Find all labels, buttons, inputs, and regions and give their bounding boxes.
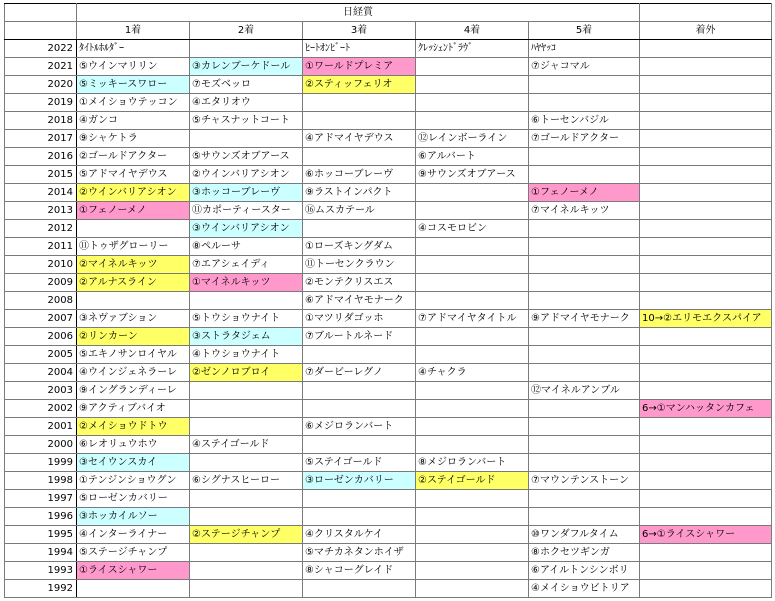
result-cell[interactable] <box>529 220 640 238</box>
header-out[interactable]: 着外 <box>640 22 772 40</box>
result-cell[interactable] <box>416 346 529 364</box>
result-cell[interactable]: ⑦モズベッロ <box>190 76 303 94</box>
result-cell[interactable]: ⑪カポーティースター <box>190 202 303 220</box>
year-cell[interactable]: 2011 <box>5 238 77 256</box>
header-4th[interactable]: 4着 <box>416 22 529 40</box>
result-cell[interactable]: 10→②エリモエクスパイア <box>640 310 772 328</box>
result-cell[interactable]: ⑯ムスカテール <box>303 202 416 220</box>
result-cell[interactable] <box>529 490 640 508</box>
year-cell[interactable]: 2003 <box>5 382 77 400</box>
result-cell[interactable]: ｸﾚｯｼｪﾝﾄﾞﾗｳﾞ <box>416 40 529 58</box>
result-cell[interactable] <box>640 58 772 76</box>
result-cell[interactable]: ③ホッコーブレーヴ <box>190 184 303 202</box>
result-cell[interactable] <box>640 454 772 472</box>
result-cell[interactable]: ﾀｲﾄﾙﾎﾙﾀﾞｰ <box>77 40 190 58</box>
year-cell[interactable]: 2004 <box>5 364 77 382</box>
table-row <box>5 418 772 436</box>
result-cell[interactable]: ③ストラタジェム <box>190 328 303 346</box>
table-row <box>5 202 772 220</box>
result-cell[interactable] <box>529 76 640 94</box>
result-cell[interactable] <box>416 562 529 580</box>
result-cell[interactable] <box>529 256 640 274</box>
result-cell[interactable] <box>416 112 529 130</box>
result-cell[interactable] <box>416 400 529 418</box>
table-row <box>5 112 772 130</box>
year-cell[interactable]: 2020 <box>5 76 77 94</box>
table-row <box>5 94 772 112</box>
result-cell[interactable] <box>640 364 772 382</box>
result-cell[interactable] <box>416 76 529 94</box>
result-cell[interactable]: ⑥アイルトンシンボリ <box>529 562 640 580</box>
result-cell[interactable]: ④ガンコ <box>77 112 190 130</box>
result-cell[interactable] <box>416 508 529 526</box>
result-cell[interactable] <box>416 418 529 436</box>
result-cell[interactable] <box>190 454 303 472</box>
year-cell[interactable]: 1996 <box>5 508 77 526</box>
result-cell[interactable] <box>190 544 303 562</box>
result-cell[interactable]: ⑨シャケトラ <box>77 130 190 148</box>
result-cell[interactable]: ⑥シグナスヒーロー <box>190 472 303 490</box>
result-cell[interactable] <box>416 526 529 544</box>
result-cell[interactable]: ④インターライナー <box>77 526 190 544</box>
year-cell[interactable]: 2013 <box>5 202 77 220</box>
table-row <box>5 166 772 184</box>
result-cell[interactable] <box>416 202 529 220</box>
result-cell[interactable] <box>190 130 303 148</box>
result-cell[interactable]: ⑥ホッコーブレーヴ <box>303 166 416 184</box>
result-cell[interactable]: ④トウショウナイト <box>190 346 303 364</box>
header-5th[interactable]: 5着 <box>529 22 640 40</box>
result-cell[interactable] <box>529 400 640 418</box>
race-title[interactable]: 日経賞 <box>77 4 640 22</box>
result-cell[interactable] <box>640 292 772 310</box>
result-cell[interactable]: ⑪トーセンクラウン <box>303 256 416 274</box>
result-cell[interactable]: ⑨アドマイヤモナーク <box>529 310 640 328</box>
result-cell[interactable] <box>529 274 640 292</box>
table-row <box>5 472 772 490</box>
result-cell[interactable] <box>640 202 772 220</box>
result-cell[interactable] <box>416 544 529 562</box>
result-cell[interactable] <box>303 400 416 418</box>
result-cell[interactable]: ③ウインバリアシオン <box>190 220 303 238</box>
result-cell[interactable]: ﾊﾔﾔｯｺ <box>529 40 640 58</box>
year-cell[interactable]: 2016 <box>5 148 77 166</box>
result-cell[interactable]: ①フェノーメノ <box>77 202 190 220</box>
result-cell[interactable] <box>529 148 640 166</box>
year-cell[interactable]: 2014 <box>5 184 77 202</box>
result-cell[interactable] <box>640 166 772 184</box>
result-cell[interactable] <box>190 292 303 310</box>
result-cell[interactable] <box>640 76 772 94</box>
result-cell[interactable]: ③ローゼンカバリー <box>303 472 416 490</box>
results-body <box>5 4 772 598</box>
result-cell[interactable]: ①マツリダゴッホ <box>303 310 416 328</box>
result-cell[interactable] <box>416 184 529 202</box>
result-cell[interactable]: ②ウインバリアシオン <box>77 184 190 202</box>
result-cell[interactable] <box>190 580 303 598</box>
result-cell[interactable] <box>416 580 529 598</box>
year-cell[interactable]: 2018 <box>5 112 77 130</box>
result-cell[interactable]: ⑩ワンダフルタイム <box>529 526 640 544</box>
result-cell[interactable]: ⑦アドマイヤタイトル <box>416 310 529 328</box>
result-cell[interactable]: ①ローズキングダム <box>303 238 416 256</box>
table-row <box>5 292 772 310</box>
result-cell[interactable]: ②ゼンノロブロイ <box>190 364 303 382</box>
title-row <box>5 4 772 22</box>
table-row <box>5 238 772 256</box>
year-cell[interactable]: 1998 <box>5 472 77 490</box>
result-cell[interactable]: ⑤ステイゴールド <box>303 454 416 472</box>
result-cell[interactable]: ⑤ウインマリリン <box>77 58 190 76</box>
result-cell[interactable]: ②ステージチャンプ <box>190 526 303 544</box>
result-cell[interactable]: ②リンカーン <box>77 328 190 346</box>
table-row <box>5 526 772 544</box>
result-cell[interactable]: ③セイウンスカイ <box>77 454 190 472</box>
year-cell[interactable]: 2015 <box>5 166 77 184</box>
result-cell[interactable]: ②マイネルキッツ <box>77 256 190 274</box>
result-cell[interactable] <box>190 508 303 526</box>
result-cell[interactable] <box>529 292 640 310</box>
result-cell[interactable]: ⑦エアシェイディ <box>190 256 303 274</box>
result-cell[interactable] <box>640 490 772 508</box>
table-row <box>5 148 772 166</box>
result-cell[interactable] <box>416 58 529 76</box>
result-cell[interactable] <box>303 490 416 508</box>
result-cell[interactable]: ⑤エキノサンロイヤル <box>77 346 190 364</box>
result-cell[interactable] <box>640 256 772 274</box>
result-cell[interactable]: ⑦ダービーレグノ <box>303 364 416 382</box>
result-cell[interactable]: ①メイショウテッコン <box>77 94 190 112</box>
result-cell[interactable] <box>303 580 416 598</box>
year-cell[interactable]: 1995 <box>5 526 77 544</box>
result-cell[interactable]: ⑦ジャコマル <box>529 58 640 76</box>
result-cell[interactable] <box>190 490 303 508</box>
result-cell[interactable] <box>529 346 640 364</box>
table-row <box>5 310 772 328</box>
result-cell[interactable]: ②ステイゴールド <box>416 472 529 490</box>
result-cell[interactable] <box>529 436 640 454</box>
result-cell[interactable]: ④ウインジェネラーレ <box>77 364 190 382</box>
header-row <box>5 22 772 40</box>
result-cell[interactable] <box>416 238 529 256</box>
result-cell[interactable]: ④アドマイヤデウス <box>303 130 416 148</box>
result-cell[interactable] <box>640 328 772 346</box>
result-cell[interactable]: ②スティッフェリオ <box>303 76 416 94</box>
result-cell[interactable]: ⑧シャコーグレイド <box>303 562 416 580</box>
table-row <box>5 580 772 598</box>
result-cell[interactable] <box>640 544 772 562</box>
result-cell[interactable] <box>303 148 416 166</box>
result-cell[interactable]: ⑤マチカネタンホイザ <box>303 544 416 562</box>
result-cell[interactable] <box>303 94 416 112</box>
result-cell[interactable] <box>190 400 303 418</box>
table-row <box>5 364 772 382</box>
result-cell[interactable]: ⑥アドマイヤモナーク <box>303 292 416 310</box>
result-cell[interactable] <box>640 94 772 112</box>
result-cell[interactable]: ⑤アドマイヤデウス <box>77 166 190 184</box>
result-cell[interactable] <box>529 508 640 526</box>
result-cell[interactable]: ⑥レオリュウホウ <box>77 436 190 454</box>
result-cell[interactable]: ⑫マイネルアンブル <box>529 382 640 400</box>
results-table <box>4 3 772 598</box>
year-cell[interactable]: 2022 <box>5 40 77 58</box>
result-cell[interactable] <box>416 328 529 346</box>
table-row <box>5 130 772 148</box>
year-cell[interactable]: 2008 <box>5 292 77 310</box>
result-cell[interactable] <box>640 436 772 454</box>
year-cell[interactable]: 2009 <box>5 274 77 292</box>
result-cell[interactable]: ⑤チャスナットコート <box>190 112 303 130</box>
year-cell[interactable]: 2010 <box>5 256 77 274</box>
table-row <box>5 346 772 364</box>
result-cell[interactable]: ⑥メジロランバート <box>303 418 416 436</box>
result-cell[interactable] <box>529 328 640 346</box>
result-cell[interactable]: ⑦マウンテンストーン <box>529 472 640 490</box>
table-row <box>5 40 772 58</box>
corner-cell[interactable] <box>5 4 77 22</box>
result-cell[interactable] <box>190 562 303 580</box>
table-row <box>5 58 772 76</box>
result-cell[interactable] <box>640 346 772 364</box>
result-cell[interactable] <box>640 508 772 526</box>
result-cell[interactable]: ⑥トーセンバジル <box>529 112 640 130</box>
year-cell[interactable]: 2006 <box>5 328 77 346</box>
result-cell[interactable] <box>640 220 772 238</box>
year-cell[interactable]: 2002 <box>5 400 77 418</box>
year-cell[interactable]: 2005 <box>5 346 77 364</box>
result-cell[interactable]: ④ステイゴールド <box>190 436 303 454</box>
result-cell[interactable]: ①マイネルキッツ <box>190 274 303 292</box>
result-cell[interactable]: ﾋｰﾄｵﾝﾋﾞｰﾄ <box>303 40 416 58</box>
result-cell[interactable]: ⑦ブルートルネード <box>303 328 416 346</box>
table-row <box>5 400 772 418</box>
result-cell[interactable] <box>303 112 416 130</box>
result-cell[interactable]: ①ワールドプレミア <box>303 58 416 76</box>
result-cell[interactable] <box>416 256 529 274</box>
result-cell[interactable]: ①テンジンショウグン <box>77 472 190 490</box>
result-cell[interactable]: ①フェノーメノ <box>529 184 640 202</box>
result-cell[interactable] <box>640 580 772 598</box>
result-cell[interactable] <box>640 562 772 580</box>
result-cell[interactable]: ⑤サウンズオブアース <box>190 148 303 166</box>
year-cell[interactable]: 1997 <box>5 490 77 508</box>
result-cell[interactable]: ⑪トゥザグローリー <box>77 238 190 256</box>
result-cell[interactable]: ⑦マイネルキッツ <box>529 202 640 220</box>
result-cell[interactable]: ⑨サウンズオブアース <box>416 166 529 184</box>
result-cell[interactable] <box>416 94 529 112</box>
result-cell[interactable]: ①ライスシャワー <box>77 562 190 580</box>
table-row <box>5 508 772 526</box>
year-cell[interactable]: 1992 <box>5 580 77 598</box>
result-cell[interactable] <box>640 418 772 436</box>
result-cell[interactable] <box>529 454 640 472</box>
result-cell[interactable] <box>416 292 529 310</box>
result-cell[interactable]: ⑨ラストインパクト <box>303 184 416 202</box>
result-cell[interactable]: ⑤トウショウナイト <box>190 310 303 328</box>
result-cell[interactable] <box>640 382 772 400</box>
result-cell[interactable] <box>303 382 416 400</box>
header-year-cell[interactable] <box>5 22 77 40</box>
result-cell[interactable]: ⑧ホクセツギンガ <box>529 544 640 562</box>
result-cell[interactable] <box>190 40 303 58</box>
result-cell[interactable]: ⑨アクティブバイオ <box>77 400 190 418</box>
result-cell[interactable] <box>640 184 772 202</box>
year-cell[interactable]: 2000 <box>5 436 77 454</box>
result-cell[interactable] <box>416 436 529 454</box>
year-cell[interactable]: 2007 <box>5 310 77 328</box>
result-cell[interactable] <box>416 382 529 400</box>
year-cell[interactable]: 2012 <box>5 220 77 238</box>
table-row <box>5 382 772 400</box>
result-cell[interactable]: ⑨イングランディーレ <box>77 382 190 400</box>
result-cell[interactable] <box>529 364 640 382</box>
result-cell[interactable] <box>77 292 190 310</box>
title-blank-cell[interactable] <box>640 4 772 22</box>
result-cell[interactable] <box>640 274 772 292</box>
table-row <box>5 436 772 454</box>
result-cell[interactable]: ⑤ステージチャンプ <box>77 544 190 562</box>
result-cell[interactable] <box>416 274 529 292</box>
result-cell[interactable]: ②メイショウドトウ <box>77 418 190 436</box>
result-cell[interactable] <box>529 94 640 112</box>
result-cell[interactable] <box>77 220 190 238</box>
result-cell[interactable] <box>303 220 416 238</box>
table-row <box>5 256 772 274</box>
result-cell[interactable] <box>77 580 190 598</box>
result-cell[interactable]: ⑧メジロランバート <box>416 454 529 472</box>
table-row <box>5 220 772 238</box>
header-2nd[interactable]: 2着 <box>190 22 303 40</box>
result-cell[interactable] <box>529 418 640 436</box>
result-cell[interactable]: ③ネヴァブション <box>77 310 190 328</box>
result-cell[interactable]: ②モンテクリスエス <box>303 274 416 292</box>
result-cell[interactable] <box>640 472 772 490</box>
result-cell[interactable] <box>303 508 416 526</box>
result-cell[interactable]: ③カレンブーケドール <box>190 58 303 76</box>
result-cell[interactable]: ②ウインバリアシオン <box>190 166 303 184</box>
result-cell[interactable] <box>303 436 416 454</box>
year-cell[interactable]: 2019 <box>5 94 77 112</box>
table-row <box>5 274 772 292</box>
result-cell[interactable] <box>640 148 772 166</box>
table-row <box>5 76 772 94</box>
result-cell[interactable] <box>190 418 303 436</box>
result-cell[interactable]: ④コスモロビン <box>416 220 529 238</box>
result-cell[interactable]: ⑫レインボーライン <box>416 130 529 148</box>
result-cell[interactable] <box>640 238 772 256</box>
result-cell[interactable]: ④クリスタルケイ <box>303 526 416 544</box>
year-cell[interactable]: 1993 <box>5 562 77 580</box>
year-cell[interactable]: 2021 <box>5 58 77 76</box>
result-cell[interactable] <box>303 346 416 364</box>
result-cell[interactable]: 6→①マンハッタンカフェ <box>640 400 772 418</box>
result-cell[interactable] <box>529 238 640 256</box>
table-row <box>5 328 772 346</box>
table-row <box>5 544 772 562</box>
header-1st[interactable]: 1着 <box>77 22 190 40</box>
result-cell[interactable] <box>416 490 529 508</box>
result-cell[interactable]: ⑦ゴールドアクター <box>529 130 640 148</box>
year-cell[interactable]: 2001 <box>5 418 77 436</box>
result-cell[interactable]: 6→①ライスシャワー <box>640 526 772 544</box>
year-cell[interactable]: 1994 <box>5 544 77 562</box>
table-row <box>5 562 772 580</box>
result-cell[interactable] <box>529 166 640 184</box>
result-cell[interactable] <box>640 112 772 130</box>
table-row <box>5 490 772 508</box>
result-cell[interactable]: ⑤ローゼンカバリー <box>77 490 190 508</box>
result-cell[interactable]: ⑧ペルーサ <box>190 238 303 256</box>
table-row <box>5 184 772 202</box>
result-cell[interactable] <box>190 382 303 400</box>
result-cell[interactable]: ⑤ミッキースワロー <box>77 76 190 94</box>
result-cell[interactable] <box>640 40 772 58</box>
year-cell[interactable]: 2017 <box>5 130 77 148</box>
result-cell[interactable]: ④メイショウビトリア <box>529 580 640 598</box>
result-cell[interactable]: ②アルナスライン <box>77 274 190 292</box>
year-cell[interactable]: 1999 <box>5 454 77 472</box>
result-cell[interactable]: ⑥アルバート <box>416 148 529 166</box>
table-row <box>5 454 772 472</box>
result-cell[interactable]: ④エタリオウ <box>190 94 303 112</box>
result-cell[interactable]: ③ホッカイルソー <box>77 508 190 526</box>
result-cell[interactable]: ②ゴールドアクター <box>77 148 190 166</box>
result-cell[interactable]: ④チャクラ <box>416 364 529 382</box>
header-3rd[interactable]: 3着 <box>303 22 416 40</box>
result-cell[interactable] <box>640 130 772 148</box>
